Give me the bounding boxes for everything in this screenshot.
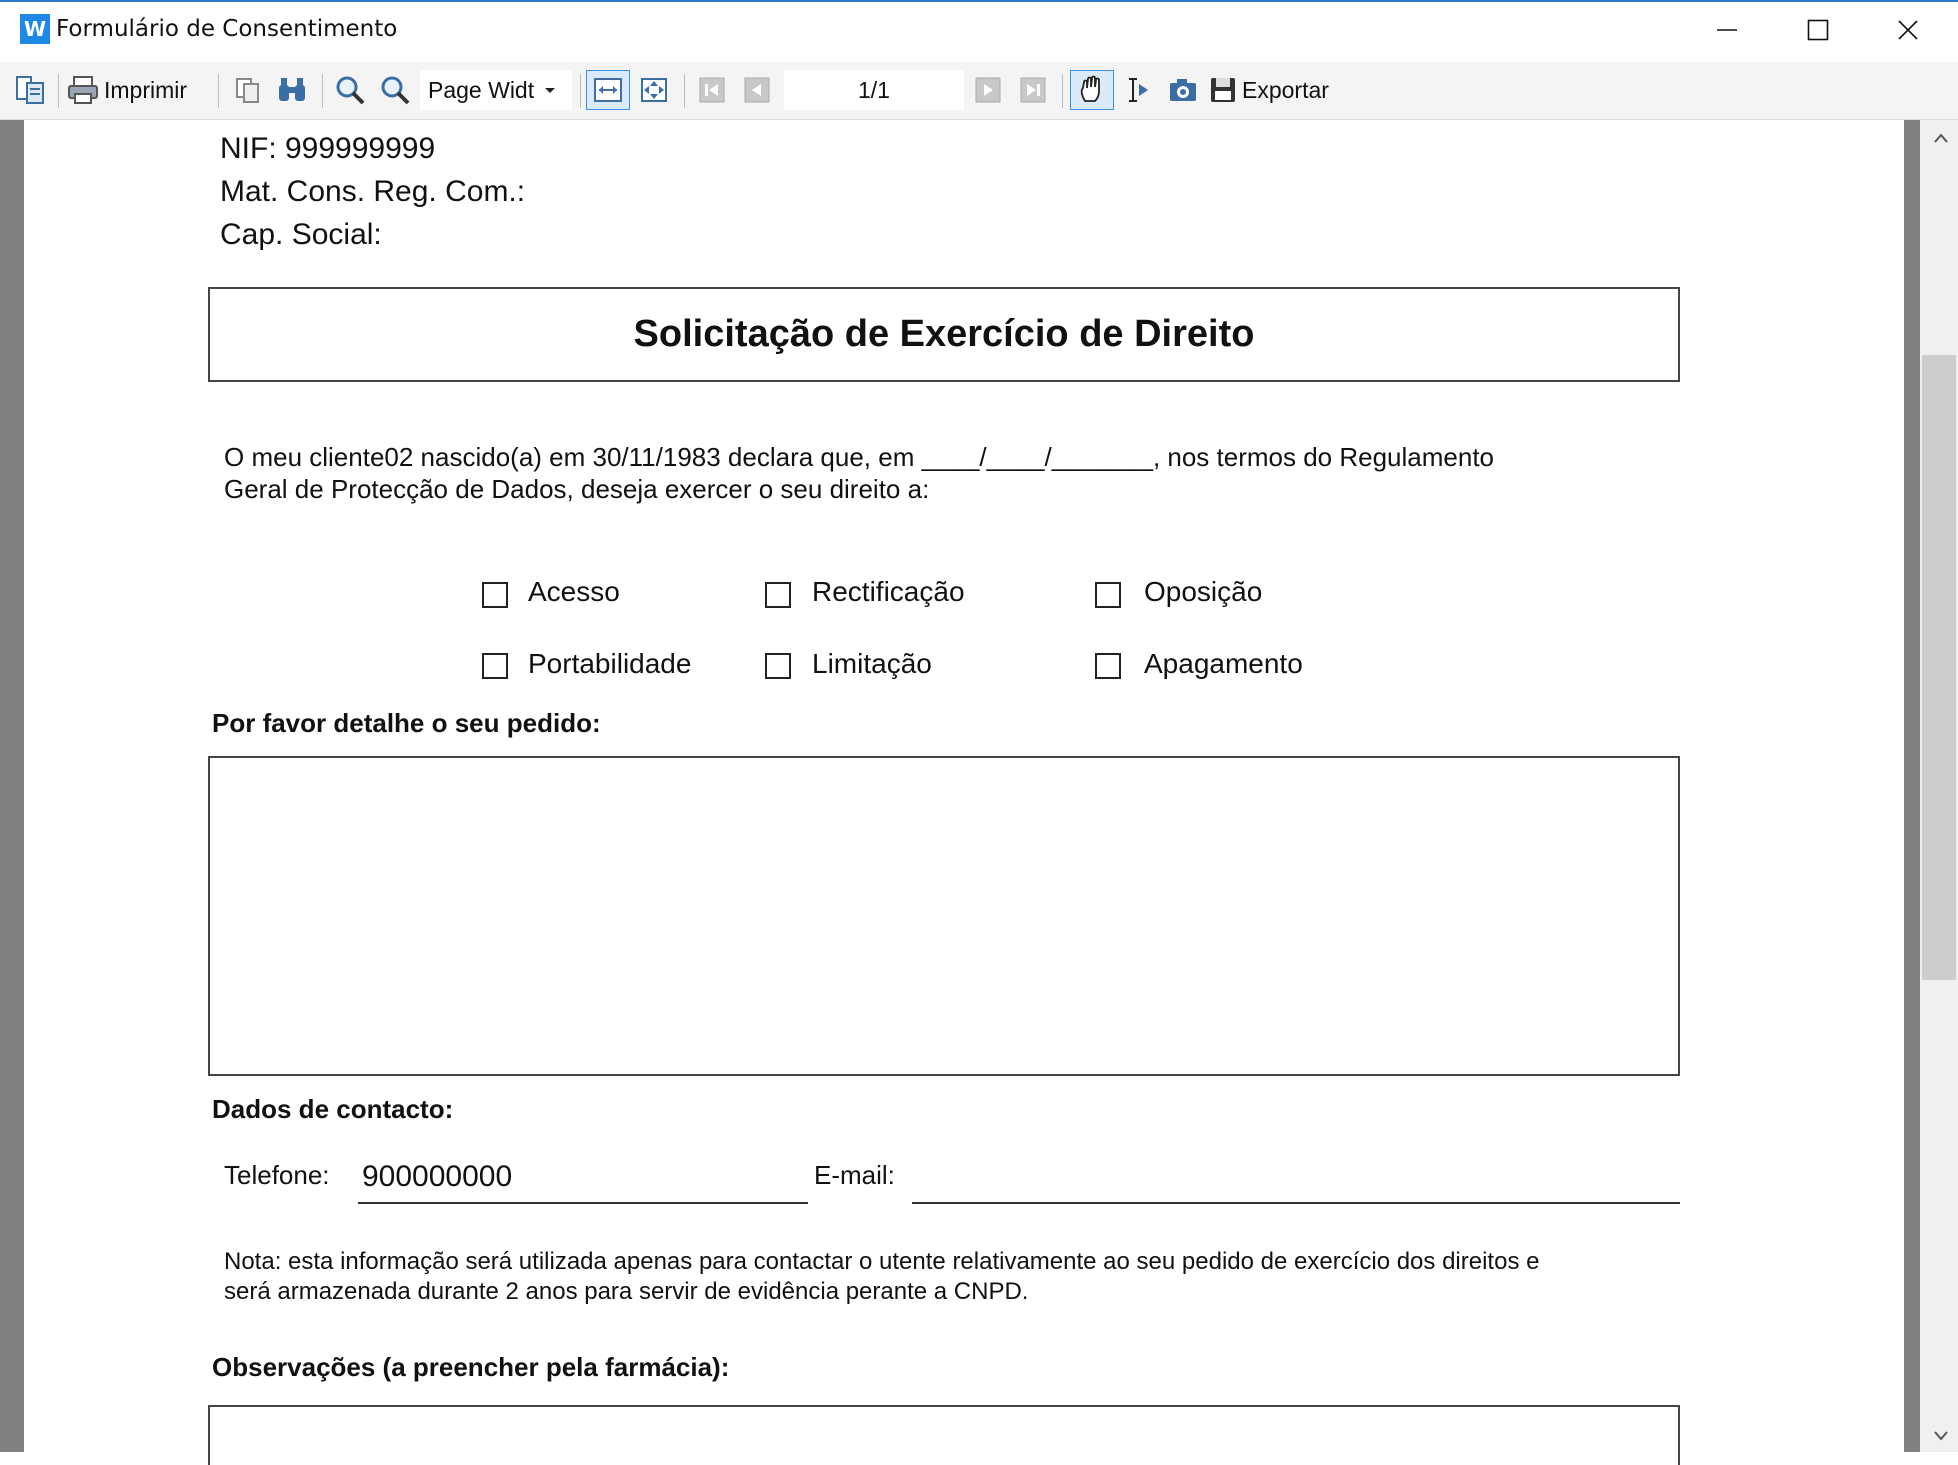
hand-icon: [1076, 74, 1108, 106]
maximize-icon: [1807, 19, 1829, 41]
previous-page-icon: [742, 75, 772, 105]
zoom-out-button[interactable]: [375, 70, 415, 110]
detail-request-textarea[interactable]: [208, 756, 1680, 1076]
company-cap-social: Cap. Social:: [220, 218, 382, 251]
phone-label: Telefone:: [224, 1160, 330, 1190]
last-page-icon: [1018, 75, 1048, 105]
copy-button[interactable]: [228, 70, 268, 110]
minimize-icon: [1716, 19, 1738, 41]
snapshot-button[interactable]: [1163, 70, 1203, 110]
copy-icon: [233, 75, 263, 105]
whole-page-icon: [638, 75, 670, 105]
printer-icon: [66, 74, 100, 106]
chevron-up-icon: [1933, 132, 1949, 144]
zoom-select-value: Page Widt: [428, 76, 535, 103]
email-field[interactable]: [912, 1156, 1680, 1204]
checkbox-rectificacao[interactable]: [765, 582, 791, 608]
phone-field[interactable]: [358, 1156, 808, 1204]
toolbar-separator: [322, 74, 323, 108]
scroll-up-button[interactable]: [1926, 126, 1956, 150]
close-button[interactable]: [1878, 10, 1938, 50]
checkbox-label-portabilidade: Portabilidade: [528, 648, 692, 679]
text-cursor-icon: [1123, 75, 1153, 105]
checkbox-apagamento[interactable]: [1095, 653, 1121, 679]
print-button[interactable]: [66, 70, 206, 110]
phone-value: 900000000: [362, 1160, 513, 1193]
scroll-down-button[interactable]: [1926, 1424, 1956, 1448]
toolbar-separator: [1062, 74, 1063, 108]
zoom-in-button[interactable]: [330, 70, 370, 110]
hand-tool-button[interactable]: [1070, 70, 1114, 110]
form-title: Solicitação de Exercício de Direito: [633, 313, 1255, 355]
export-button[interactable]: [1208, 70, 1348, 110]
page-width-button[interactable]: [586, 70, 630, 110]
title-box: [208, 287, 1680, 382]
next-page-button[interactable]: [968, 70, 1008, 110]
maximize-button[interactable]: [1788, 10, 1848, 50]
checkbox-oposicao[interactable]: [1095, 582, 1121, 608]
email-label: E-mail:: [814, 1160, 895, 1190]
select-text-button[interactable]: [1118, 70, 1158, 110]
page-number-input[interactable]: [784, 70, 964, 110]
camera-icon: [1167, 75, 1199, 105]
company-nif: NIF: 999999999: [220, 132, 436, 165]
whole-page-button[interactable]: [634, 70, 674, 110]
save-disk-icon: [1208, 75, 1238, 105]
declaration-line-2: Geral de Protecção de Dados, deseja exercer o seu direito a:: [224, 474, 930, 504]
scrollbar-thumb[interactable]: [1922, 355, 1956, 980]
checkbox-label-rectificacao: Rectificação: [812, 576, 965, 607]
observations-textarea[interactable]: [208, 1405, 1680, 1465]
toolbar-separator: [684, 74, 685, 108]
window-title: Formulário de Consentimento: [56, 16, 398, 42]
export-label: Exportar: [1242, 76, 1329, 103]
company-mat-cons: Mat. Cons. Reg. Com.:: [220, 175, 526, 208]
note-line-2: será armazenada durante 2 anos para servir de evidência perante a CNPD.: [224, 1278, 1029, 1305]
zoom-in-icon: [334, 74, 366, 106]
toolbar-separator: [580, 74, 581, 108]
checkbox-portabilidade[interactable]: [482, 653, 508, 679]
page-indicator: 1/1: [858, 76, 890, 103]
observations-heading: Observações (a preencher pela farmácia):: [212, 1352, 730, 1382]
checkbox-label-acesso: Acesso: [528, 576, 620, 607]
document-map-button[interactable]: [10, 70, 50, 110]
chevron-down-icon: [540, 80, 560, 100]
last-page-button[interactable]: [1013, 70, 1053, 110]
detail-heading: Por favor detalhe o seu pedido:: [212, 708, 601, 738]
app-logo-icon: W: [20, 14, 50, 44]
previous-page-button[interactable]: [737, 70, 777, 110]
first-page-icon: [697, 75, 727, 105]
checkbox-label-limitacao: Limitação: [812, 648, 932, 679]
next-page-icon: [973, 75, 1003, 105]
chevron-down-icon: [1933, 1430, 1949, 1442]
checkbox-label-oposicao: Oposição: [1144, 576, 1263, 607]
checkbox-limitacao[interactable]: [765, 653, 791, 679]
zoom-out-icon: [379, 74, 411, 106]
declaration-line-1: O meu cliente02 nascido(a) em 30/11/1983 declara que, em ____/____/_______, nos termos do Regulamento: [224, 442, 1495, 472]
contact-heading: Dados de contacto:: [212, 1094, 454, 1124]
binoculars-icon: [276, 75, 308, 105]
toolbar-separator: [218, 74, 219, 108]
close-icon: [1897, 19, 1919, 41]
document-map-icon: [14, 74, 46, 106]
zoom-select[interactable]: [420, 70, 572, 110]
first-page-button[interactable]: [692, 70, 732, 110]
checkbox-label-apagamento: Apagamento: [1144, 648, 1303, 679]
find-button[interactable]: [272, 70, 312, 110]
minimize-button[interactable]: [1697, 10, 1757, 50]
page-width-icon: [592, 75, 624, 105]
checkbox-acesso[interactable]: [482, 582, 508, 608]
print-label: Imprimir: [104, 76, 188, 103]
toolbar-separator: [58, 74, 59, 108]
note-line-1: Nota: esta informação será utilizada apenas para contactar o utente relativamente ao seu pedido de exercício dos direitos e: [224, 1248, 1540, 1275]
